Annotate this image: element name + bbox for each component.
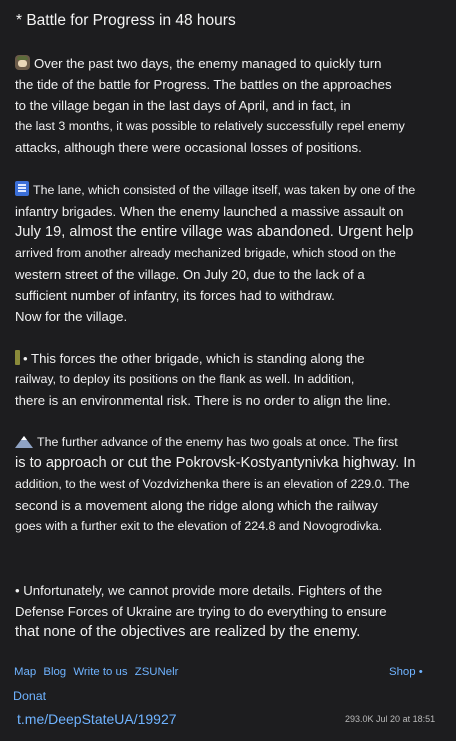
flag-icon (15, 350, 20, 365)
para5-line-3: that none of the objectives are realized by the enemy. (15, 624, 361, 640)
para4-line-1: The further advance of the enemy has two goals at once. The first (15, 432, 435, 453)
para1-line-2: the tide of the battle for Progress. The battles on the approaches (15, 77, 392, 92)
para3-line-3: there is an environmental risk. There is no order to align the line. (15, 393, 391, 408)
paragraph-4 (15, 432, 435, 537)
post-meta (345, 714, 435, 724)
para1-line-4: the last 3 months, it was possible to relatively successfully repel enemy (15, 119, 405, 133)
zsunelr-link[interactable]: ZSUNelr (134, 666, 179, 678)
footer-links (14, 666, 182, 678)
views-count: 293.0K (345, 714, 374, 724)
para2-line-1: The lane, which consisted of the village itself, was taken by one of the (15, 180, 435, 201)
para2-line-6: sufficient number of infantry, its forces had to withdraw. (15, 288, 335, 303)
para3-line-2: railway, to deploy its positions on the flank as well. In addition, (15, 372, 355, 386)
post-title: * Battle for Progress in 48 hours (16, 12, 236, 29)
paragraph-2 (15, 180, 435, 327)
para1-line-5: attacks, although there were occasional losses of positions. (15, 140, 362, 155)
para4-line-2: is to approach or cut the Pokrovsk-Kostyantynivka highway. In (15, 455, 416, 471)
para1-line-3: to the village began in the last days of April, and in fact, in (15, 98, 351, 113)
para2-line-2: infantry brigades. When the enemy launched a massive assault on (15, 204, 404, 219)
paragraph-1 (15, 53, 435, 158)
para2-line-4: arrived from another already mechanized brigade, which stood on the (15, 246, 396, 260)
para4-line-4: second is a movement along the ridge along which the railway (15, 498, 378, 513)
para2-line-3: July 19, almost the entire village was abandoned. Urgent help (15, 224, 414, 240)
paragraph-5 (15, 580, 435, 643)
para1-line-1: Over the past two days, the enemy managed to quickly turn (15, 53, 435, 74)
para4-line-5: goes with a further exit to the elevation of 224.8 and Novogrodivka. (15, 519, 383, 533)
soldier-face-icon (15, 55, 30, 70)
para2-line-5: western street of the village. On July 20, due to the lack of a (15, 267, 365, 282)
para2-line-7: Now for the village. (15, 309, 128, 324)
building-icon (15, 181, 29, 196)
donat-link[interactable]: Donat (13, 689, 47, 703)
paragraph-3 (15, 348, 435, 411)
channel-link[interactable]: t.me/DeepStateUA/19927 (17, 711, 177, 727)
write-to-us-link[interactable]: Write to us (73, 666, 128, 678)
para4-line-3: addition, to the west of Vozdvizhenka there is an elevation of 229.0. The (15, 477, 410, 491)
para5-line-2: Defense Forces of Ukraine are trying to do everything to ensure (15, 604, 387, 619)
map-link[interactable]: Map (14, 666, 37, 678)
para5-line-1: • Unfortunately, we cannot provide more details. Fighters of the (15, 583, 383, 598)
shop-link[interactable]: Shop • (389, 666, 423, 678)
blog-link[interactable]: Blog (43, 666, 67, 678)
mountain-icon (15, 435, 33, 448)
para3-line-1: • This forces the other brigade, which is standing along the (15, 348, 435, 369)
post-date: Jul 20 at 18:51 (376, 714, 436, 724)
